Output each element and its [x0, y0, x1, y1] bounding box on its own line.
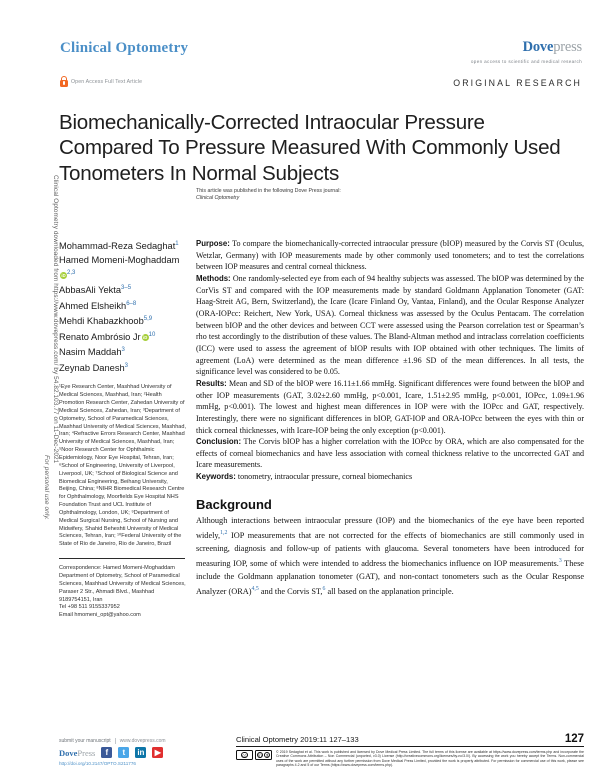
youtube-icon[interactable]: ▶: [152, 747, 163, 758]
watermark-line-2: For personal use only.: [43, 455, 50, 520]
correspondence-line: Email hmomeni_opt@yahoo.com: [59, 612, 141, 619]
abstract-section-label: Keywords:: [196, 472, 236, 482]
creative-commons-badges[interactable]: [236, 750, 272, 760]
page-number: 127: [564, 732, 584, 745]
footer-right: [236, 733, 584, 768]
author-affiliation-marker: 3: [121, 347, 125, 354]
abstract-section: Results: Mean and SD of the bIOP were 16.11±1.66 mmHg. Significant differences were found between the bIOP and other IOP measurements (GAT, 3.02±2.60 mmHg, p<0.001, Icare, 1.51±2.95 mmHg, p<0.001, IOPcc, 1.09±1.96 mmHg, p<0.001). The lowest and highest mean differences in IOP were with the IOPcc and GAT, respectively. Interestingly, there were no significant differences in bIOP, GAT-IOP and ORA-IOPcc between the eyes with thin or thick corneal thicknesses, with Icare-IOP being the only exception (p<0.001).: [196, 378, 584, 435]
submit-manuscript-line[interactable]: [59, 738, 234, 744]
author-affiliation-marker: 5,9: [143, 316, 153, 323]
masthead: [60, 38, 582, 70]
author-name: Hamed Momeni-Moghaddam: [59, 254, 180, 265]
linkedin-icon[interactable]: in: [137, 748, 145, 757]
abstract-section: Methods: One randomly-selected eye from each of 94 healthy subjects was assessed. The bIOP was determined by the CorVis ST and compared with the IOP measurements made by standard Goldmann Applanation Tonometer (GAT: Haag-Streit AG, Bern, Switzerland), the Icare (Icare Finland Oy, Vantaa, Finland), and the Ocular Response Analyzer (ORA-IOPcc: Reichert, New York, USA). Corneal thickness was assessed by the Oculus Pentacam. The correlation between bIOP and the other devices and between CCT were assessed using the Pearson correlation test or Spearman’s rho test accordingly to the distribution of these values. The Bland-Altman method and intraclass correlation coefficients (ICC) were used to assess the agreement of bIOP results with IOP obtained with other techniques. The limits of agreement (LoA) were determined as the mean difference ±1.96 SD of the mean differences. In all tests, the significance level was considered to be 0.05.: [196, 273, 584, 377]
cc-by-nc-icon: (i) $: [255, 750, 272, 760]
abstract: [196, 238, 584, 483]
doi-link[interactable]: http://doi.org/10.2147/OPTO.S211776: [59, 761, 136, 766]
watermark-line-1: Clinical Optometry downloaded from https://www.dovepress.com/ by 54.82.103.77 on 11-Dec-2021: [52, 175, 59, 464]
background-paragraph: Although interactions between intraocular pressure (IOP) and the biomechanics of the eye have been reported widely,$^{1,2}$ IOP measurements that are not corrected for the effects of biomechanics are still commonly used in screening, diagnosis and follow-up of patients with glaucoma. Several tonometers have been introduced for measuring IOP, some of which were intended to address the biomechanics influence on IOP measurements.$^3$ These include the Goldmann applanation tonometer (GAT), and non-contact tonometers such as the Ocular Response Analyzer (ORA)$^{4,5}$ and the Corvis ST,$^6$ all based on the applanation principle.: [196, 515, 584, 597]
dovepress-logo-dove: Dove: [522, 39, 554, 55]
author-name: Zeynab Danesh: [59, 363, 125, 373]
abstract-section-label: Results:: [196, 378, 227, 388]
citation-reference[interactable]: 4,5: [251, 586, 259, 593]
dovepress-url[interactable]: www.dovepress.com: [115, 738, 166, 744]
author-affiliation-marker: 2,3: [67, 269, 76, 276]
facebook-icon[interactable]: f: [101, 747, 112, 758]
twitter-icon[interactable]: t: [118, 747, 129, 758]
journal-citation: Clinical Optometry 2019:11 127–133: [236, 734, 359, 744]
abstract-section: Purpose: To compare the biomechanically-corrected intraocular pressure (bIOP) measured by the Corvis ST (Oculus, Wetzlar, Germany) with IOP measurements made by other commonly used tonometers; and to test the correlations between IOP measures and central corneal thickness.: [196, 239, 584, 272]
footer-dovepress-logo: DovePress: [59, 747, 96, 758]
lock-icon: [60, 76, 68, 87]
publication-note-line-2: Clinical Optometry: [196, 195, 240, 202]
correspondence-line: Correspondence: Hamed Momeni-Moghaddam: [59, 565, 175, 572]
author-name: Ahmed Elsheikh: [59, 301, 127, 311]
citation-reference[interactable]: 1,2: [220, 530, 228, 537]
dovepress-logo-press: press: [553, 39, 582, 55]
dovepress-tagline: open access to scientific and medical research: [470, 59, 582, 64]
orcid-icon[interactable]: [60, 272, 67, 279]
author-name: Mohammad-Reza Sedaghat: [59, 241, 176, 252]
publication-note-line-1: This article was published in the following Dove Press journal:: [196, 188, 341, 194]
abstract-section-label: Methods:: [196, 273, 231, 283]
page-footer: [0, 702, 600, 776]
article-type-kicker: ORIGINAL RESEARCH: [453, 78, 582, 88]
cc-icon: cc: [236, 750, 253, 760]
author-affiliation-marker: 3–5: [121, 285, 132, 292]
download-watermark: [20, 175, 60, 615]
dovepress-logo[interactable]: [471, 38, 582, 64]
correspondence-line: Department of Optometry, School of Paramedical Sciences, Mashhad University of Medical Sciences, Paraser 2 Str., Ahmadi Blvd., Mashhad 9189754151, Iran: [59, 572, 186, 603]
publication-note: [196, 188, 496, 203]
author-affiliation-marker: 10: [148, 331, 156, 338]
author-affiliation-marker: 1: [175, 241, 179, 247]
article-title: Biomechanically-Corrected Intraocular Pressure Compared To Pressure Measured With Commonly Used Tonometers In Normal Subjects: [59, 110, 561, 185]
journal-title[interactable]: Clinical Optometry: [60, 40, 189, 56]
footer-citation-row: [236, 733, 584, 745]
author-name: Renato Ambrósio Jr: [59, 332, 141, 342]
correspondence-line: Tel +98 511 9155337952: [59, 604, 120, 611]
citation-reference[interactable]: 3: [558, 558, 562, 565]
open-access-badge[interactable]: [60, 76, 142, 87]
author-list: [59, 238, 187, 375]
license-row: [236, 750, 584, 768]
author-name: Mehdi Khabazkhoob: [59, 316, 144, 327]
divider: [59, 558, 185, 559]
abstract-section-label: Conclusion:: [196, 437, 242, 447]
author-name: AbbasAli Yekta: [59, 285, 122, 296]
right-column: [196, 238, 584, 599]
author-affiliation-marker: 6–8: [126, 300, 137, 307]
author-affiliation-marker: 3: [124, 362, 128, 369]
footer-left: [59, 738, 234, 766]
citation-reference[interactable]: 6: [322, 586, 326, 593]
license-text: © 2019 Sedaghat et al. This work is published and licensed by Dove Medical Press Limited. The full terms of this license are available at https://www.dovepress.com/terms.php and incorporate the Creative Commons Attribution – Non Commercial (unported, v3.0) License (http://creativecommons.org/licenses/by-nc/3.0/). By accessing the work you hereby accept the Terms. Non-commercial uses of the work are permitted without any further permission from Dove Medical Press Limited, provided the work is properly attributed. For permission for commercial use of this work, please see paragraphs 4.2 and 5 of our Terms (https://www.dovepress.com/terms.php).: [276, 749, 584, 768]
orcid-icon[interactable]: [142, 334, 149, 341]
social-links[interactable]: [59, 747, 234, 758]
left-column: [59, 238, 187, 620]
submit-manuscript-label: submit your manuscript: [59, 738, 111, 744]
abstract-section: Conclusion: The Corvis bIOP has a higher correlation with the IOPcc by ORA, which are also compensated for the effects of corneal biomechanics and have less association with corneal thickness relative to the uncorrected GAT and Icare measurements.: [196, 437, 584, 470]
section-heading-background: Background: [196, 496, 272, 512]
author-name: Nasim Maddah: [59, 347, 122, 358]
abstract-section-label: Purpose:: [196, 239, 230, 248]
affiliations: ¹Eye Research Center, Mashhad University of Medical Sciences, Mashhad, Iran; ²Health Promotion Research Center, Zahedan University of Medical Sciences, Zahedan, Iran; ³Department of Optometry, School of Paramedical Sciences, Mashhad University of Medical Sciences, Mashhad, Iran; ⁴Refractive Errors Research Center, Mashhad University of Medical Sciences, Mashhad, Iran; ⁵Noor Research Center for Ophthalmic Epidemiology, Noor Eye Hospital, Tehran, Iran; ⁶School of Engineering, University of Liverpool, Liverpool, UK; ⁷School of Biological Science and Biomedical Engineering, Beihang University, Beijing, China; ⁸NIHR Biomedical Research Centre for Ophthalmology, Moorfields Eye Hospital NHS Foundation Trust and UCL Institute of Ophthalmology, London, UK; ⁹Department of Medical Surgical Nursing, School of Nursing and Midwifery, Shahid Beheshti University of Medical Sciences, Tehran, Iran; ¹⁰Federal University of the State of Rio de Janeiro, Rio de Janeiro, Brazil: [59, 384, 187, 548]
open-access-label: Open Access Full Text Article: [71, 78, 143, 85]
footer-divider: [236, 746, 584, 747]
abstract-section: Keywords: tonometry, intraocular pressure, corneal biomechanics: [196, 472, 413, 482]
correspondence-block: [59, 565, 187, 620]
